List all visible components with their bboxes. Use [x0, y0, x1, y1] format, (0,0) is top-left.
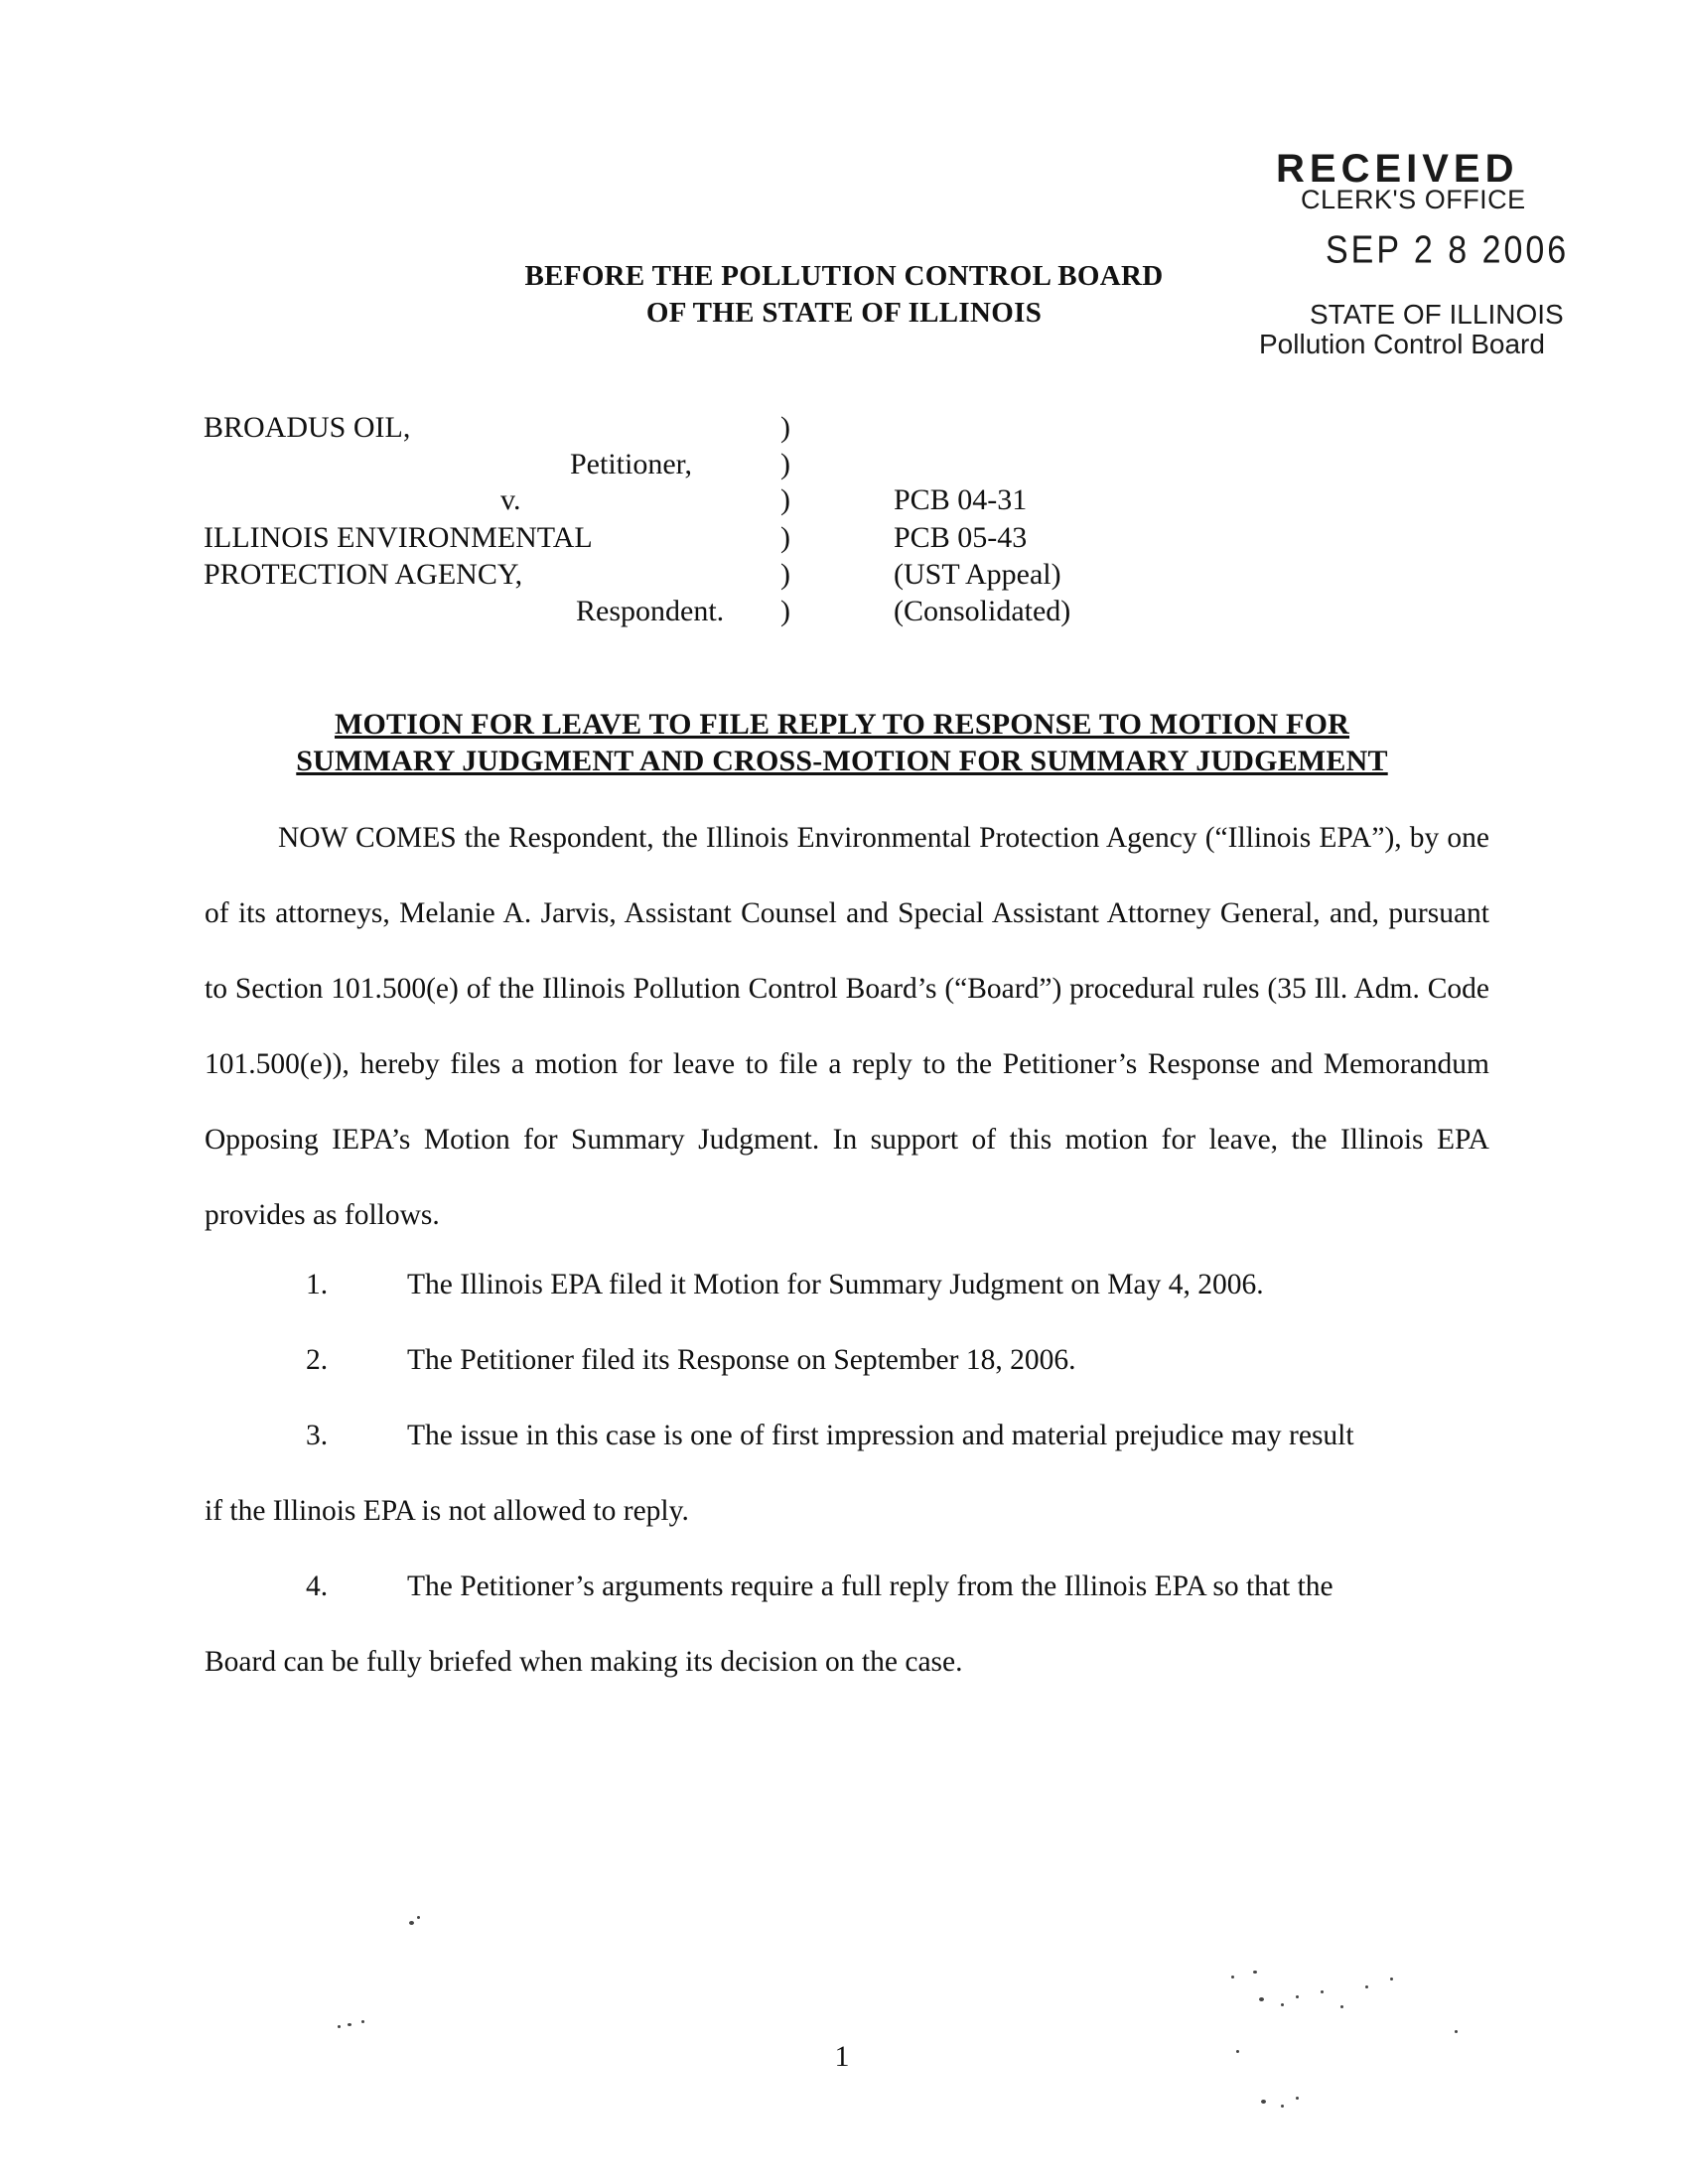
- speck: [1365, 1985, 1368, 1988]
- speck: [1281, 2105, 1284, 2108]
- stamp-received: RECEIVED: [1276, 147, 1519, 191]
- case-number: PCB 04-31: [894, 483, 1028, 516]
- speck: [1261, 2100, 1266, 2104]
- petitioner-role: Petitioner,: [570, 448, 692, 480]
- petitioner-name: BROADUS OIL,: [204, 411, 411, 444]
- speck: [409, 1921, 414, 1925]
- item-text: The issue in this case is one of first impression and material prejudice may result: [407, 1420, 1354, 1451]
- speck: [1340, 2005, 1343, 2008]
- speck: [1296, 2097, 1299, 2100]
- item-text: The Petitioner filed its Response on September 18, 2006.: [407, 1344, 1076, 1376]
- versus: v.: [500, 483, 521, 516]
- speck: [1281, 2003, 1284, 2006]
- stamp-date: SEP 2 8 2006: [1326, 228, 1570, 272]
- respondent-role: Respondent.: [576, 595, 725, 627]
- motion-title-line-1: MOTION FOR LEAVE TO FILE REPLY TO RESPONSE TO MOTION FOR: [334, 708, 1349, 741]
- speck: [1253, 1971, 1257, 1974]
- case-number: PCB 05-43: [894, 521, 1028, 554]
- caption-paren: ): [780, 411, 790, 444]
- stamp-state: STATE OF ILLINOIS: [1310, 299, 1564, 330]
- item-number: 3.: [306, 1420, 329, 1451]
- speck: [348, 2023, 351, 2026]
- speck: [1296, 1995, 1299, 1998]
- caption-paren: ): [780, 521, 790, 554]
- page-number: 1: [834, 2040, 850, 2073]
- speck: [417, 1916, 420, 1919]
- item-number: 2.: [306, 1344, 329, 1376]
- item-number: 4.: [306, 1570, 329, 1602]
- speck: [1390, 1978, 1393, 1980]
- speck: [338, 2025, 341, 2028]
- item-number: 1.: [306, 1269, 329, 1300]
- speck: [1455, 2030, 1458, 2033]
- respondent-line-1: ILLINOIS ENVIRONMENTAL: [204, 521, 593, 554]
- respondent-line-2: PROTECTION AGENCY,: [204, 558, 523, 591]
- speck: [1236, 2050, 1239, 2053]
- speck: [1231, 1976, 1234, 1979]
- speck: [1259, 1997, 1264, 2001]
- item-continuation: if the Illinois EPA is not allowed to reply.: [205, 1495, 689, 1527]
- item-text: The Petitioner’s arguments require a full reply from the Illinois EPA so that the: [407, 1570, 1333, 1602]
- heading-line-1: BEFORE THE POLLUTION CONTROL BOARD: [524, 260, 1164, 292]
- stamp-board: Pollution Control Board: [1259, 329, 1545, 359]
- item-text: The Illinois EPA filed it Motion for Summary Judgment on May 4, 2006.: [407, 1269, 1264, 1300]
- intro-paragraph: NOW COMES the Respondent, the Illinois Environmental Protection Agency (“Illinois EPA”), by one of its attorneys, Melanie A. Jarvis, Assistant Counsel and Special Assistant Attorney General, and, pursuant to Section 101.500(e) of the Illinois Pollution Control Board’s (“Board”) procedural rules (35 Ill. Adm. Code 101.500(e)), hereby files a motion for leave to file a reply to the Petitioner’s Response and Memorandum Opposing IEPA’s Motion for Summary Judgment. In support of this motion for leave, the Illinois EPA provides as follows.: [205, 822, 1489, 1231]
- caption-paren: ): [780, 558, 790, 591]
- caption-paren: ): [780, 448, 790, 480]
- case-consolidated: (Consolidated): [894, 595, 1071, 627]
- speck: [1321, 1990, 1324, 1993]
- motion-title-line-2: SUMMARY JUDGMENT AND CROSS-MOTION FOR SUMMARY JUDGEMENT: [296, 745, 1388, 777]
- heading-line-2: OF THE STATE OF ILLINOIS: [645, 297, 1043, 329]
- stamp-clerk-office: CLERK'S OFFICE: [1301, 185, 1526, 214]
- caption-paren: ): [780, 595, 790, 627]
- caption-paren: ): [780, 483, 790, 516]
- case-type: (UST Appeal): [894, 558, 1061, 591]
- speck: [361, 2020, 364, 2023]
- item-continuation: Board can be fully briefed when making its decision on the case.: [205, 1646, 963, 1678]
